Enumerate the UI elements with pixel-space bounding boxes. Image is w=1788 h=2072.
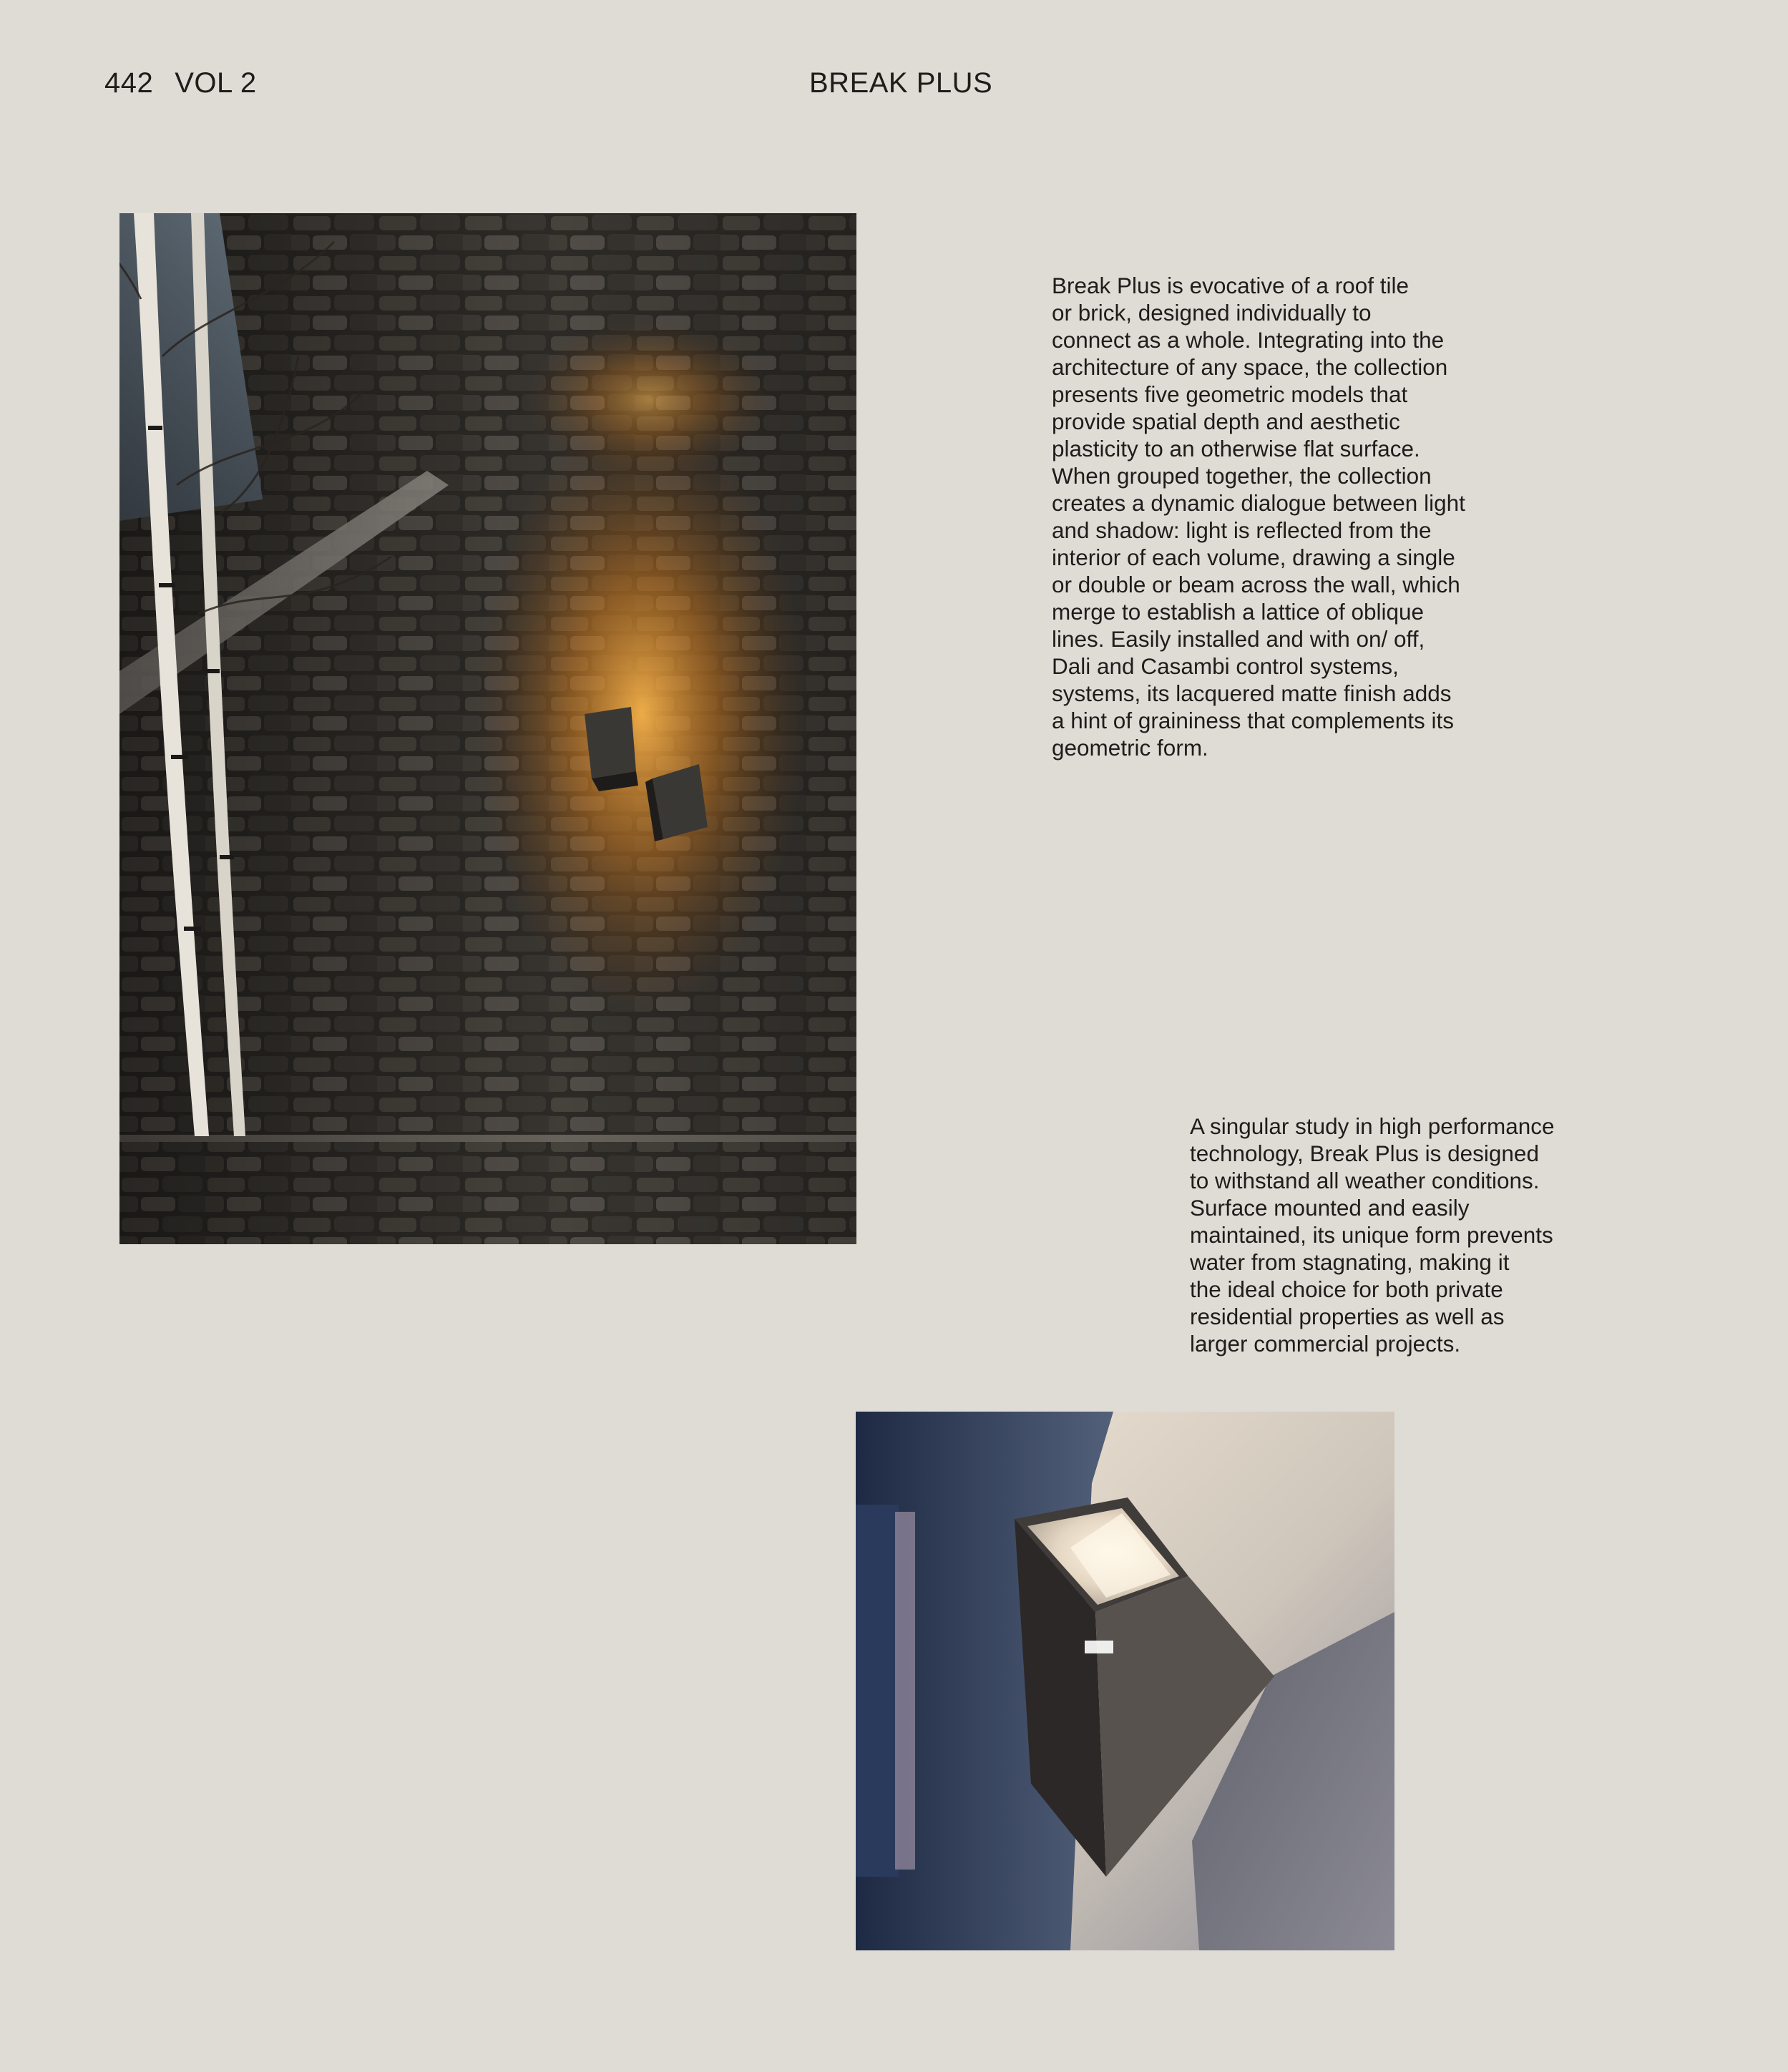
lamp-detail-photo (856, 1412, 1394, 1950)
paragraph-line: the ideal choice for both private (1190, 1276, 1503, 1302)
paragraph-line: interior of each volume, drawing a single (1052, 544, 1455, 570)
paragraph-line: or double or beam across the wall, which (1052, 572, 1460, 597)
running-header (104, 64, 257, 102)
paragraph-line: or brick, designed individually to (1052, 300, 1372, 326)
paragraph-line: geometric form. (1052, 735, 1208, 761)
paragraph-line: residential properties as well as (1190, 1304, 1505, 1329)
paragraph-line: to withstand all weather conditions. (1190, 1168, 1540, 1193)
stone-wall-photo (119, 213, 856, 1244)
paragraph-line: merge to establish a lattice of oblique (1052, 599, 1425, 625)
paragraph-line: larger commercial projects. (1190, 1331, 1461, 1357)
paragraph-line: plasticity to an otherwise flat surface. (1052, 436, 1420, 461)
paragraph-line: Surface mounted and easily (1190, 1195, 1470, 1221)
volume-label: VOL 2 (175, 67, 257, 99)
paragraph-line: architecture of any space, the collection (1052, 354, 1448, 380)
section-title: BREAK PLUS (809, 67, 993, 99)
paragraph-line: Dali and Casambi control systems, (1052, 653, 1399, 679)
description-paragraph (1052, 272, 1553, 761)
paragraph-line: systems, its lacquered matte finish adds (1052, 680, 1452, 706)
paragraph-line: creates a dynamic dialogue between light (1052, 490, 1465, 516)
paragraph-line: technology, Break Plus is designed (1190, 1140, 1539, 1166)
lamp-detail-image (856, 1412, 1394, 1950)
paragraph-line: Break Plus is evocative of a roof tile (1052, 273, 1409, 298)
paragraph-line: connect as a whole. Integrating into the (1052, 327, 1445, 353)
paragraph-line: and shadow: light is reflected from the (1052, 517, 1432, 543)
paragraph-line: lines. Easily installed and with on/ off, (1052, 626, 1425, 652)
paragraph-line: a hint of graininess that complements its (1052, 708, 1455, 733)
paragraph-line: maintained, its unique form prevents (1190, 1222, 1553, 1248)
performance-paragraph (1190, 1113, 1648, 1357)
paragraph-line: presents five geometric models that (1052, 381, 1408, 407)
paragraph-line: provide spatial depth and aesthetic (1052, 409, 1400, 434)
paragraph-line: When grouped together, the collection (1052, 463, 1432, 489)
paragraph-line: A singular study in high performance (1190, 1113, 1555, 1139)
stone-wall-image (119, 213, 856, 1244)
page-number: 442 (104, 67, 154, 99)
paragraph-line: water from stagnating, making it (1190, 1249, 1510, 1275)
